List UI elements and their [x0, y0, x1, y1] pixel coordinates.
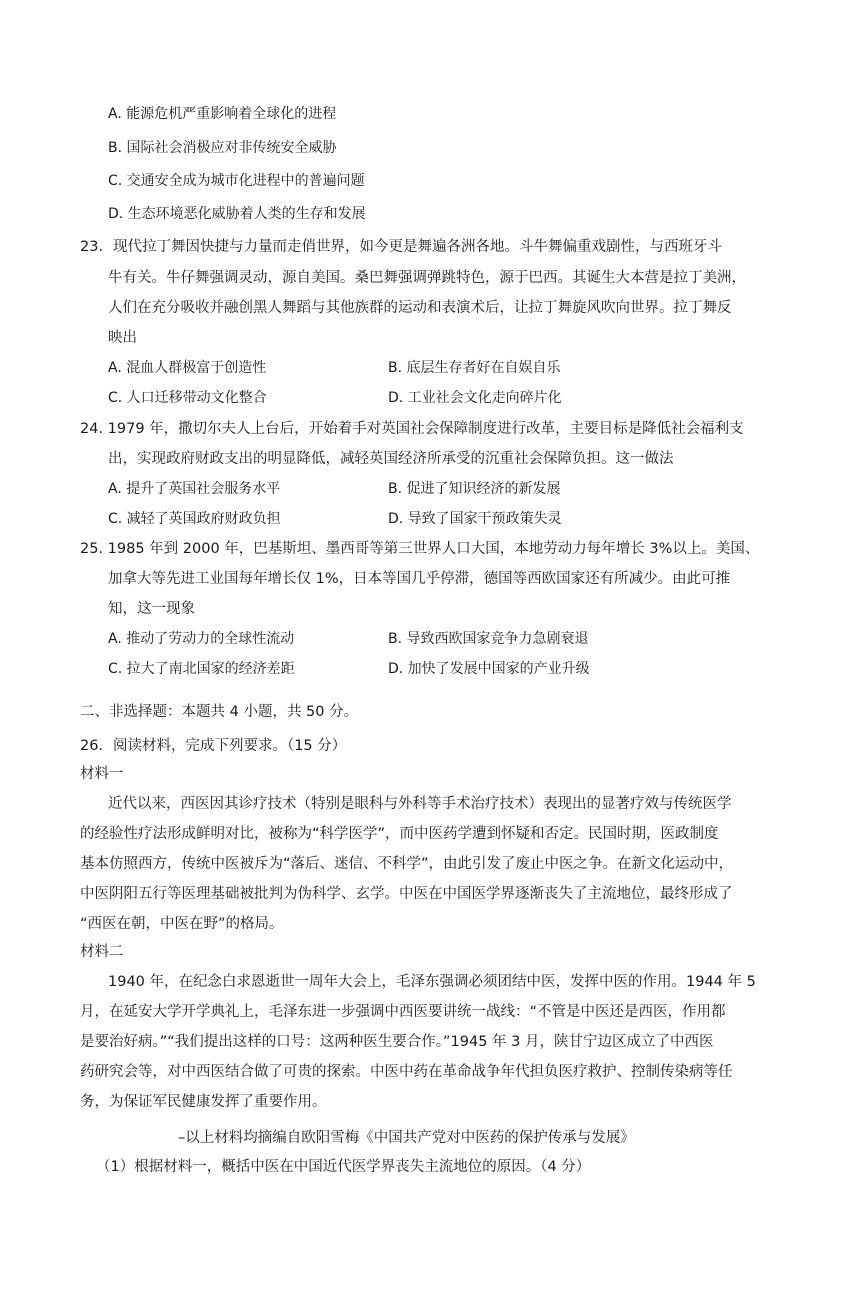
q25-option-b: B. 导致西欧国家竞争力急剧衰退 — [388, 631, 589, 647]
q25-option-a: A. 推动了劳动力的全球性流动 — [108, 631, 295, 647]
q26-stem: 26．阅读材料，完成下列要求。（15 分） — [80, 738, 347, 754]
material-one-line-2: 的经验性疗法形成鲜明对比，被称为“科学医学”，而中医药学遭到怀疑和否定。民国时期，医政制度 — [80, 826, 719, 842]
q25-stem-line-2: 加拿大等先进工业国每年增长仅 1%，日本等国几乎停滞，德国等西欧国家还有所减少。由此可推 — [108, 571, 731, 587]
materials-source: –以上材料均摘编自欧阳雪梅《中国共产党对中医药的保护传承与发展》 — [178, 1130, 635, 1146]
q23-option-c: C. 人口迁移带动文化整合 — [108, 390, 267, 406]
material-one-line-5: “西医在朝，中医在野”的格局。 — [80, 916, 284, 932]
q23-option-b: B. 底层生存者好在自娱自乐 — [388, 360, 561, 376]
material-one-line-1: 近代以来，西医因其诊疗技术（特别是眼科与外科等手术治疗技术）表现出的显著疗效与传统医学 — [108, 796, 732, 812]
material-two-line-3: 是要治好病。”“我们提出这样的口号：这两种医生要合作。”1945 年 3 月，陕甘宁边区成立了中西医 — [80, 1034, 714, 1050]
q25-option-d: D. 加快了发展中国家的产业升级 — [388, 661, 590, 677]
q23-option-a: A. 混血人群极富于创造性 — [108, 360, 267, 376]
material-one-line-4: 中医阴阳五行等医理基础被批判为伪科学、玄学。中医在中国医学界逐渐丧失了主流地位，最终形成了 — [80, 886, 733, 902]
material-two-line-1: 1940 年，在纪念白求恩逝世一周年大会上，毛泽东强调必须团结中医，发挥中医的作用。1944 年 5 — [108, 974, 756, 990]
q24-option-d: D. 导致了国家干预政策失灵 — [388, 511, 562, 527]
material-one-line-3: 基本仿照西方，传统中医被斥为“落后、迷信、不科学”，由此引发了废止中医之争。在新文化运动中， — [80, 856, 734, 872]
q26-subquestion-1: （1）根据材料一，概括中医在中国近代医学界丧失主流地位的原因。（4 分） — [96, 1159, 591, 1175]
material-two-title: 材料二 — [80, 944, 124, 960]
q25-option-c: C. 拉大了南北国家的经济差距 — [108, 661, 295, 677]
q23-stem-line-3: 人们在充分吸收并融创黑人舞蹈与其他族群的运动和表演术后，让拉丁舞旋风吹向世界。拉丁舞反 — [108, 300, 732, 316]
q24-stem-line-1: 24. 1979 年，撒切尔夫人上台后，开始着手对英国社会保障制度进行改革，主要目标是降低社会福利支 — [80, 421, 744, 437]
q23-stem-line-1: 23．现代拉丁舞因快捷与力量而走俏世界，如今更是舞遍各洲各地。斗牛舞偏重戏剧性，与西班牙斗 — [80, 239, 722, 255]
q23-stem-line-2: 牛有关。牛仔舞强调灵动，源自美国。桑巴舞强调弹跳特色，源于巴西。其诞生大本营是拉丁美洲， — [108, 270, 746, 286]
q23-option-d: D. 工业社会文化走向碎片化 — [388, 390, 562, 406]
q23-stem-line-4: 映出 — [108, 330, 137, 346]
material-two-line-2: 月，在延安大学开学典礼上，毛泽东进一步强调中西医要讲统一战线：“不管是中医还是西医，作用都 — [80, 1004, 726, 1020]
q25-stem-line-3: 知，这一现象 — [108, 601, 195, 617]
q24-stem-line-2: 出，实现政府财政支出的明显降低，减轻英国经济所承受的沉重社会保障负担。这一做法 — [108, 451, 674, 467]
q22-option-a: A. 能源危机严重影响着全球化的进程 — [108, 106, 337, 122]
material-two-line-5: 务，为保证军民健康发挥了重要作用。 — [80, 1094, 327, 1110]
material-one-title: 材料一 — [80, 766, 124, 782]
q22-option-d: D. 生态环境恶化威胁着人类的生存和发展 — [108, 206, 366, 222]
q22-option-b: B. 国际社会消极应对非传统安全威胁 — [108, 140, 337, 156]
material-two-line-4: 药研究会等，对中西医结合做了可贵的探索。中医中药在革命战争年代担负医疗救护、控制传染病等任 — [80, 1064, 733, 1080]
q24-option-b: B. 促进了知识经济的新发展 — [388, 481, 561, 497]
q22-option-c: C. 交通安全成为城市化进程中的普遍问题 — [108, 173, 365, 189]
section-two-heading: 二、非选择题：本题共 4 小题，共 50 分。 — [80, 704, 359, 720]
q25-stem-line-1: 25. 1985 年到 2000 年，巴基斯坦、墨西哥等第三世界人口大国，本地劳动力每年增长 3%以上。美国、 — [80, 541, 760, 557]
q24-option-c: C. 减轻了英国政府财政负担 — [108, 511, 281, 527]
q24-option-a: A. 提升了英国社会服务水平 — [108, 481, 281, 497]
